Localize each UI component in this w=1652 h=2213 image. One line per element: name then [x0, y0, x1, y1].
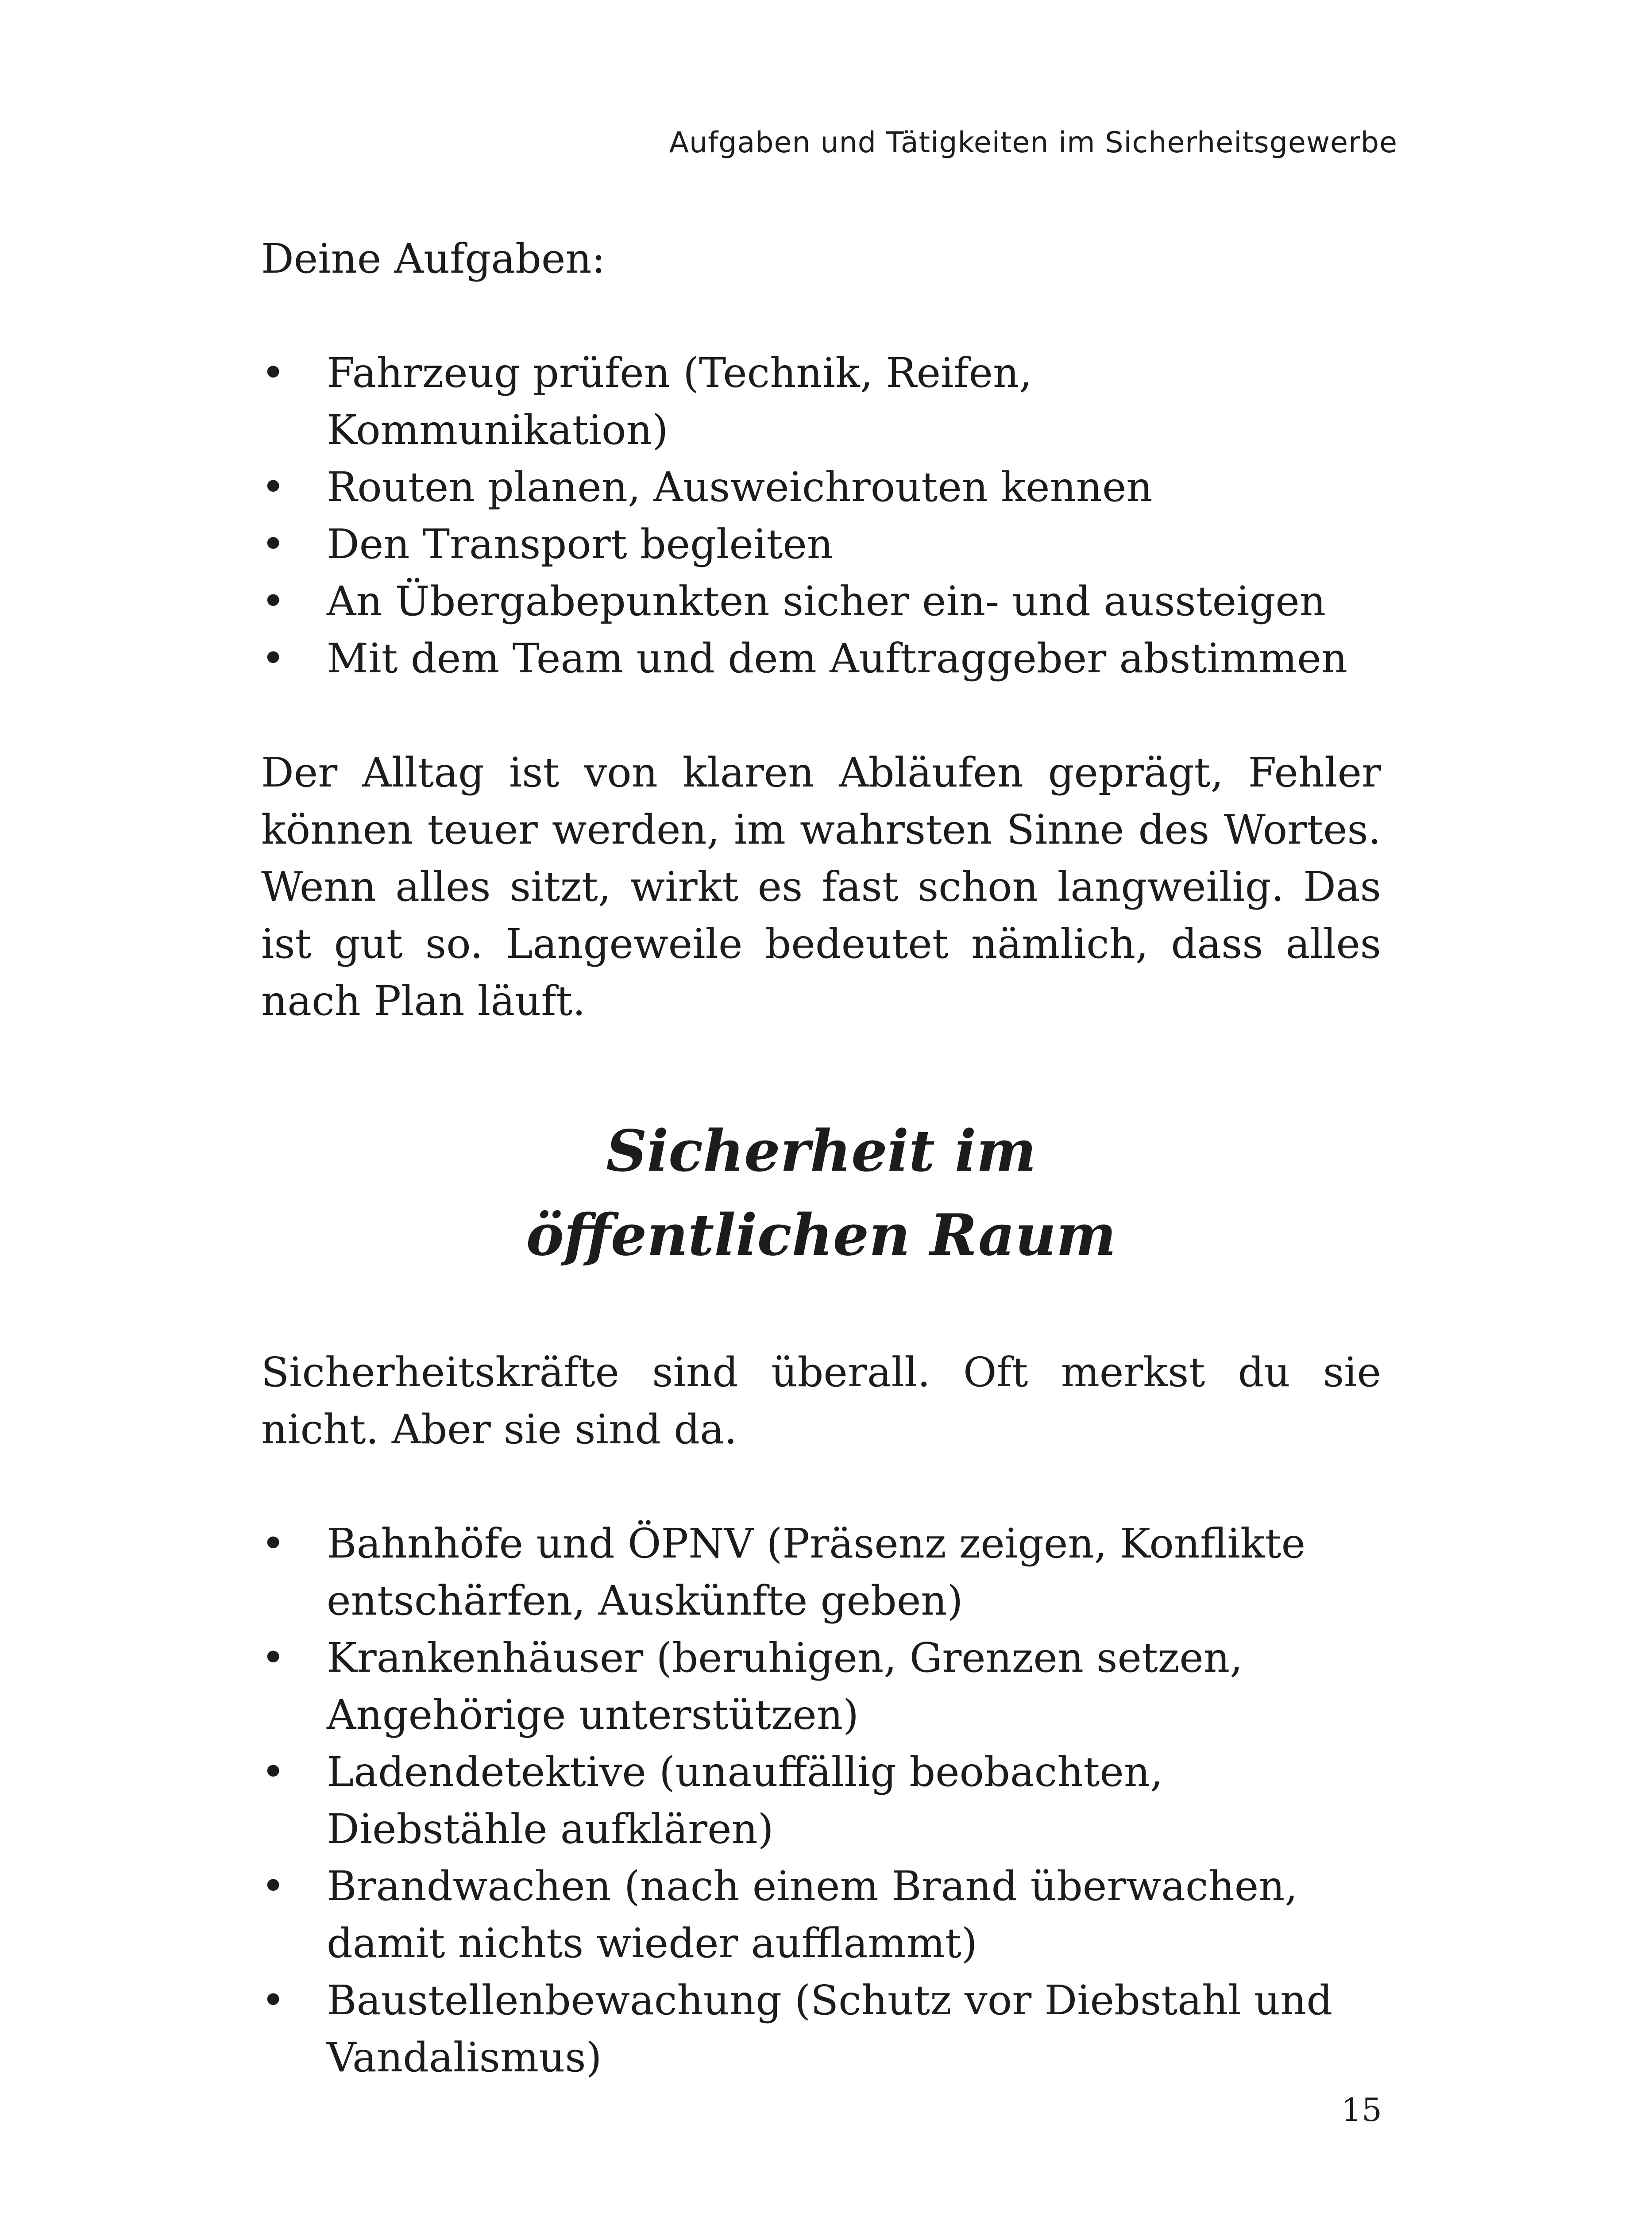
bullet-icon: • — [261, 1634, 286, 1681]
public-space-list — [261, 1515, 1381, 2086]
list-item: • Ladendetektive (unauffällig beobachten, Diebstähle aufklären) — [261, 1743, 1381, 1858]
running-header: Aufgaben und Tätigkeiten im Sicherheitsgewerbe — [669, 126, 1397, 159]
bullet-icon: • — [261, 520, 286, 568]
list-item: • An Übergabepunkten sicher ein- und aussteigen — [261, 573, 1381, 630]
list-item: • Mit dem Team und dem Auftraggeber abstimmen — [261, 630, 1381, 687]
list-item: • Krankenhäuser (beruhigen, Grenzen setzen, Angehörige unterstützen) — [261, 1629, 1381, 1743]
bullet-icon: • — [261, 349, 286, 397]
daily-routine-paragraph: Der Alltag ist von klaren Abläufen geprägt, Fehler können teuer werden, im wahrsten Sinne des Wortes. Wenn alles sitzt, wirkt es fast schon langweilig. Das ist gut so. Langeweile bedeutet nämlich, dass alles nach Plan läuft. — [261, 749, 1381, 1025]
bullet-icon: • — [261, 1977, 286, 2024]
list-item: • Baustellenbewachung (Schutz vor Diebstahl und Vandalismus) — [261, 1972, 1381, 2086]
section-heading-line-1: Sicherheit im — [606, 1118, 1036, 1184]
task-list — [261, 344, 1381, 687]
bullet-icon: • — [261, 635, 286, 682]
list-item: • Den Transport begleiten — [261, 516, 1381, 573]
public-space-intro: Sicherheitskräfte sind überall. Oft merkst du sie nicht. Aber sie sind da. — [261, 1349, 1381, 1453]
bullet-icon: • — [261, 463, 286, 511]
list-item: • Brandwachen (nach einem Brand überwachen, damit nichts wieder aufflammt) — [261, 1858, 1381, 1972]
task-intro: Deine Aufgaben: — [261, 235, 606, 282]
page-number: 15 — [1341, 2091, 1382, 2128]
section-heading-line-2: öffentlichen Raum — [526, 1202, 1116, 1268]
bullet-icon: • — [261, 1862, 286, 1910]
bullet-icon: • — [261, 578, 286, 625]
bullet-icon: • — [261, 1520, 286, 1567]
section-heading — [261, 1109, 1381, 1277]
bullet-icon: • — [261, 1748, 286, 1796]
list-item: • Fahrzeug prüfen (Technik, Reifen, Kommunikation) — [261, 344, 1381, 459]
list-item: • Routen planen, Ausweichrouten kennen — [261, 459, 1381, 516]
page-body — [261, 230, 1381, 2143]
list-item: • Bahnhöfe und ÖPNV (Präsenz zeigen, Konflikte entschärfen, Auskünfte geben) — [261, 1515, 1381, 1629]
